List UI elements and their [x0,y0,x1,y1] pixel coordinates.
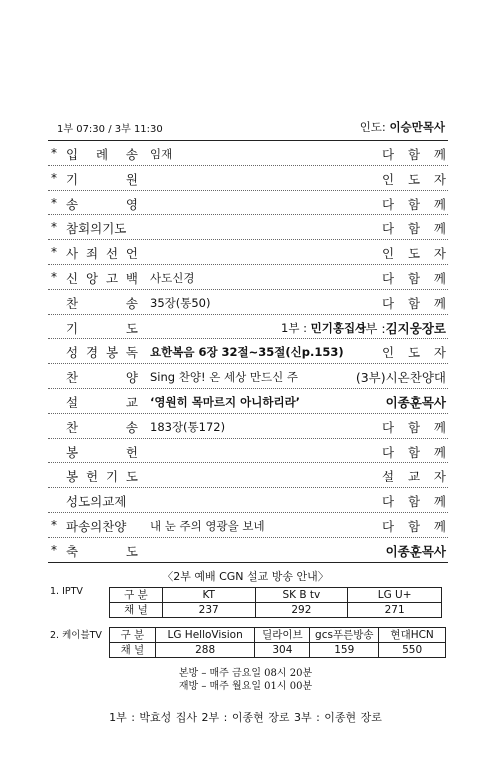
standing-marker: * [51,245,57,260]
iptv-label: 1. IPTV [50,586,83,597]
order-leader: 이종훈목사 [385,394,446,410]
order-row [48,290,448,315]
order-leader [382,443,446,461]
letter: 신 [66,270,79,286]
cable-label: 2. 케이블TV [50,630,102,641]
prayer-3-name: 김지웅장로 [385,320,446,336]
letter: 양 [125,370,138,386]
order-title [66,443,138,461]
table-cell: 159 [310,643,379,658]
letter: 원 [125,171,138,187]
table-cell: 550 [379,643,446,658]
standing-marker: * [51,170,57,185]
order-of-worship [48,141,448,563]
letter: 송 [125,295,138,311]
letter: 기 [66,320,79,336]
letter: 자 [433,345,446,361]
order-title [66,418,138,436]
prayer-1-label: 1부 : [281,320,307,335]
table-cell: 304 [255,643,310,658]
order-detail: 사도신경 [150,270,195,285]
letter: 송 [66,196,79,212]
letter: 함 [407,494,421,510]
order-detail: 183장(통172) [150,419,226,434]
table-cell: 현대HCN [379,628,446,643]
letter: 헌 [85,469,99,485]
table-cell: KT [162,588,255,603]
order-leader [382,492,446,510]
letter: 도 [125,469,138,485]
letter: 경 [85,345,99,361]
order-leader [382,343,446,361]
letter: 선 [105,246,119,262]
letter: 도 [407,171,421,187]
cable-table [109,627,446,658]
order-title [66,467,138,485]
table-cell: 271 [348,603,442,618]
order-leader [382,467,446,485]
table-cell: 288 [155,643,255,658]
order-title [66,319,138,337]
letter: 자 [433,469,446,485]
letter: 께 [433,444,446,460]
order-title [66,195,138,213]
broadcast-schedule-main: 본방 – 매주 금요일 08시 20분 [178,668,313,679]
order-row [48,414,448,439]
order-title: 파송의찬양 [66,518,127,534]
letter: 교 [125,394,138,410]
broadcast-schedule-rerun: 재방 – 매주 월요일 01시 00분 [178,681,313,692]
table-cell: 채 널 [110,643,156,658]
order-title [66,542,138,560]
prayer-first-service [281,320,366,336]
order-title [66,343,138,361]
standing-marker: * [51,195,57,210]
order-leader [382,244,446,262]
table-cell: 구 분 [110,628,156,643]
letter: 독 [125,345,138,361]
table-row [110,643,446,658]
order-title [66,269,138,287]
table-cell: 237 [162,603,255,618]
table-cell: 구 분 [110,588,163,603]
order-row [48,463,448,488]
letter: 께 [433,196,446,212]
letter: 함 [407,444,421,460]
order-title [66,368,138,386]
order-leader [382,145,446,163]
letter: 다 [382,270,395,286]
letter: 께 [433,518,446,534]
order-row [48,339,448,364]
order-title: 참회의기도 [66,221,127,237]
letter: 다 [382,419,395,435]
letter: 다 [382,494,395,510]
letter: 봉 [66,469,79,485]
letter: 자 [433,246,446,262]
letter: 송 [125,147,138,162]
order-row [48,141,448,166]
prayer-third-service [357,319,446,337]
table-cell: 딜라이브 [255,628,310,643]
order-row [48,166,448,191]
letter: 앙 [85,270,99,286]
letter: 자 [433,171,446,187]
letter: 봉 [66,444,79,460]
letter: 다 [382,147,395,162]
order-detail: 요한복음 6장 32절~35절(신p.153) [150,345,344,360]
order-leader: 이종훈목사 [385,543,446,559]
standing-marker: * [51,269,57,284]
letter: 기 [105,469,119,485]
order-title [66,294,138,312]
order-detail: 임재 [150,147,173,161]
table-cell: 292 [255,603,348,618]
service-leader [360,119,445,135]
letter: 사 [66,246,79,262]
letter: 함 [407,295,421,311]
letter: 영 [125,196,138,212]
order-leader [382,294,446,312]
letter: 도 [125,543,138,559]
letter: 백 [125,270,138,286]
order-row [48,215,448,240]
order-row [48,191,448,216]
letter: 헌 [125,444,138,460]
order-title [66,244,138,262]
letter: 다 [382,518,395,534]
order-title: 성도의교제 [66,494,127,510]
iptv-table [109,587,442,618]
letter: 찬 [66,370,79,386]
letter: 설 [382,469,395,485]
letter: 함 [407,419,421,435]
order-row [48,513,448,538]
table-cell: 채 널 [110,603,163,618]
order-leader [382,418,446,436]
letter: 함 [407,518,421,534]
letter: 찬 [66,295,79,311]
table-cell: LG U+ [348,588,442,603]
standing-marker: * [51,517,57,532]
standing-marker: * [51,542,57,557]
letter: 다 [382,444,395,460]
order-leader [382,195,446,213]
letter: 교 [407,469,421,485]
letter: 께 [433,295,446,311]
table-row [110,588,442,603]
letter: 함 [407,147,421,162]
letter: 함 [407,270,421,286]
prayer-1-name: 민기홍집사 [310,320,367,335]
order-leader [382,517,446,535]
letter: 께 [433,494,446,510]
letter: 께 [433,419,446,435]
order-row [48,538,448,563]
order-row [48,439,448,464]
letter: 도 [125,320,138,336]
letter: 찬 [66,419,79,435]
letter: 죄 [85,246,99,262]
table-row [110,628,446,643]
letter: 인 [382,246,395,262]
letter: 다 [382,295,395,311]
order-detail: Sing 찬양! 온 세상 만드신 주 [150,370,298,385]
footer-hosts: 1부 : 박효성 집사 2부 : 이종현 장로 3부 : 이종현 장로 [109,711,382,724]
letter: 성 [66,345,79,361]
order-leader: (3부)시온찬양대 [355,370,446,386]
order-title [66,170,138,188]
letter: 입 [66,147,79,162]
letter: 례 [95,147,109,162]
letter: 언 [125,246,138,262]
letter: 함 [407,221,421,237]
order-row [48,364,448,389]
table-cell: SK B tv [255,588,348,603]
letter: 도 [407,345,421,361]
prayer-3-label: 3부 : [357,320,386,336]
order-row [48,389,448,414]
letter: 기 [66,171,79,187]
order-title [66,145,138,163]
order-row [48,488,448,513]
letter: 송 [125,419,138,435]
letter: 봉 [105,345,119,361]
standing-marker: * [51,220,57,235]
service-times: 1부 07:30 / 3부 11:30 [57,124,163,135]
table-row [110,603,442,618]
table-cell: gcs푸른방송 [310,628,379,643]
letter: 함 [407,196,421,212]
table-cell: LG HelloVision [155,628,255,643]
order-detail: ‘영원히 목마르지 아니하리라’ [150,394,301,409]
order-detail: 35장(통50) [150,295,211,310]
order-row [48,315,448,340]
order-leader [382,219,446,237]
order-detail: 내 눈 주의 영광을 보네 [150,518,265,533]
letter: 인 [382,171,395,187]
letter: 께 [433,147,446,162]
letter: 께 [433,270,446,286]
letter: 께 [433,221,446,237]
order-leader [382,170,446,188]
order-row [48,240,448,265]
letter: 고 [105,270,119,286]
letter: 인 [382,345,395,361]
order-row [48,265,448,290]
broadcast-title: 〈2부 예배 CGN 설교 방송 안내〉 [162,570,329,583]
letter: 도 [407,246,421,262]
order-leader [382,269,446,287]
letter: 설 [66,394,79,410]
letter: 다 [382,221,395,237]
letter: 다 [382,196,395,212]
leader-name: 이승만목사 [389,120,445,134]
leader-label: 인도: [359,120,386,134]
letter: 축 [66,543,79,559]
standing-marker: * [51,146,57,160]
order-title [66,393,138,411]
